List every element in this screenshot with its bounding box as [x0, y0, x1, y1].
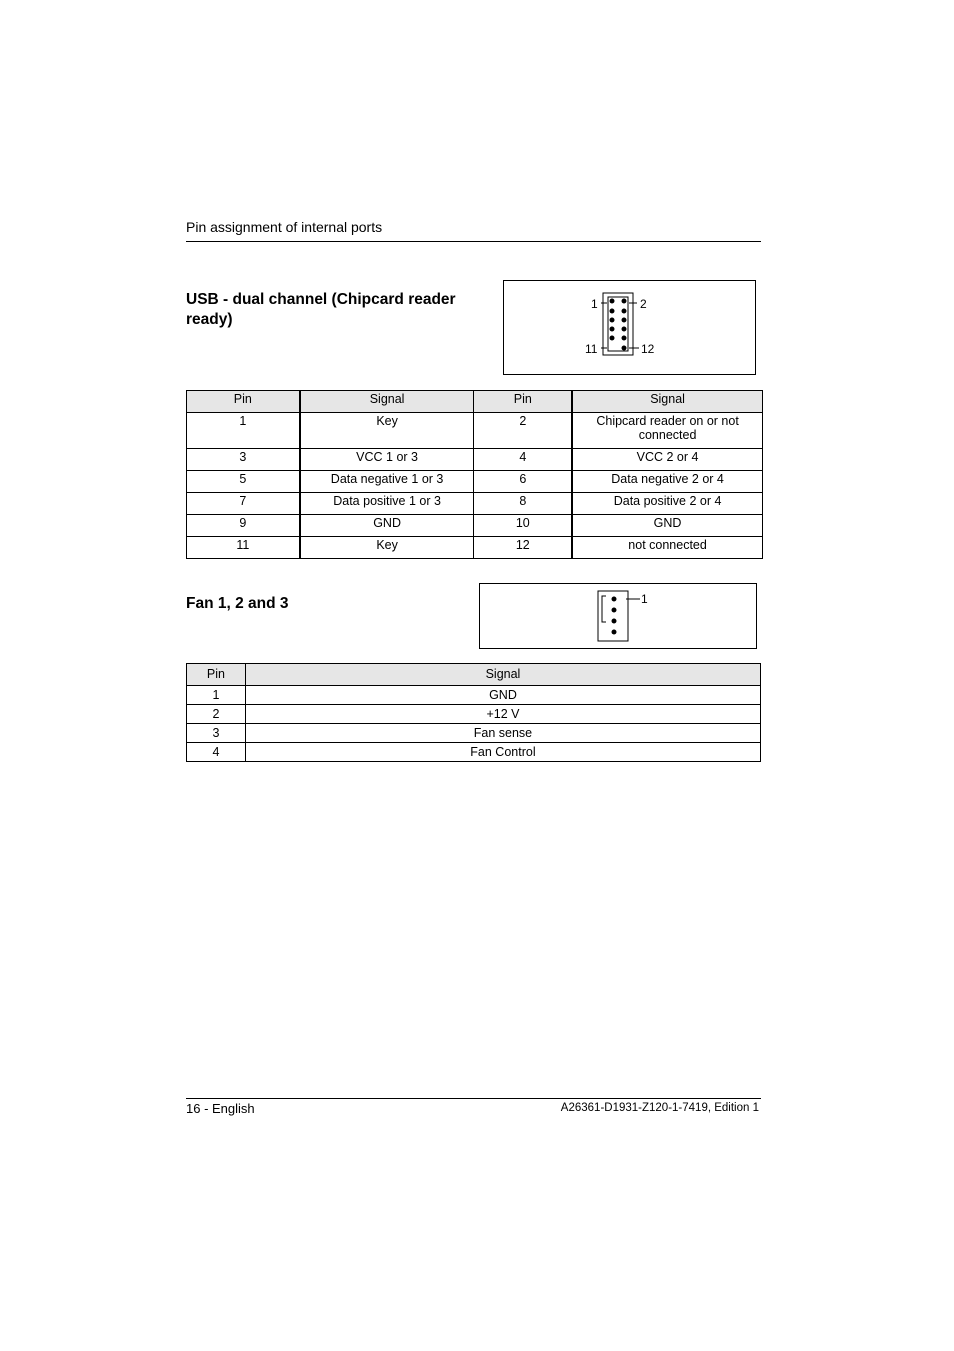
table-cell: 11 [187, 537, 300, 559]
table-cell: Chipcard reader on or not connected [572, 413, 762, 449]
pin-1 [610, 299, 615, 304]
table-cell: 4 [474, 449, 572, 471]
table-cell: 10 [474, 515, 572, 537]
table-cell: 2 [187, 705, 246, 724]
table-cell: Data positive 2 or 4 [572, 493, 762, 515]
usb-diagram-label-12: 12 [641, 342, 655, 356]
table-cell: not connected [572, 537, 762, 559]
table-row [187, 449, 763, 471]
usb-connector-diagram [503, 280, 756, 375]
header-divider [186, 241, 761, 242]
table-cell: 5 [187, 471, 300, 493]
table-cell: 7 [187, 493, 300, 515]
pin-10 [622, 336, 627, 341]
pin-12 [622, 346, 627, 351]
table-cell: Data negative 2 or 4 [572, 471, 762, 493]
document-id: A26361-D1931-Z120-1-7419, Edition 1 [560, 1102, 759, 1114]
table-header-row [187, 391, 763, 413]
usb-diagram-label-1: 1 [591, 297, 598, 311]
fan-section-heading: Fan 1, 2 and 3 [186, 595, 289, 612]
table-header-row [187, 664, 761, 686]
table-cell: 3 [187, 449, 300, 471]
pin-9 [610, 336, 615, 341]
pin-3 [610, 309, 615, 314]
column-header: Pin [187, 664, 246, 686]
table-cell: Data positive 1 or 3 [300, 493, 474, 515]
table-cell: 1 [187, 413, 300, 449]
usb-diagram-label-11: 11 [585, 342, 598, 356]
pin-2 [622, 299, 627, 304]
table-row [187, 413, 763, 449]
usb-diagram-label-2: 2 [640, 297, 647, 311]
fan-pin-4 [612, 630, 617, 635]
table-cell: Key [300, 537, 474, 559]
column-header: Signal [245, 664, 760, 686]
table-cell: VCC 2 or 4 [572, 449, 762, 471]
table-cell: 3 [187, 724, 246, 743]
footer-divider [186, 1098, 761, 1099]
fan-connector-diagram [479, 583, 757, 649]
table-cell: 2 [474, 413, 572, 449]
pin-7 [610, 327, 615, 332]
page-header-title: Pin assignment of internal ports [186, 219, 383, 235]
table-cell: Data negative 1 or 3 [300, 471, 474, 493]
table-cell: 8 [474, 493, 572, 515]
table-row [187, 537, 763, 559]
fan-connector-drawing [480, 584, 756, 648]
column-header: Signal [572, 391, 762, 413]
table-cell: VCC 1 or 3 [300, 449, 474, 471]
table-row [187, 686, 761, 705]
table-cell: GND [572, 515, 762, 537]
usb-pin-table [186, 390, 763, 559]
table-cell: 6 [474, 471, 572, 493]
pin-4 [622, 309, 627, 314]
table-cell: GND [300, 515, 474, 537]
fan-pin-table [186, 663, 761, 762]
fan-diagram-label-1: 1 [641, 592, 648, 606]
pin-5 [610, 318, 615, 323]
column-header: Pin [187, 391, 300, 413]
table-row [187, 705, 761, 724]
usb-connector-drawing [504, 281, 755, 374]
table-row [187, 515, 763, 537]
table-row [187, 743, 761, 762]
table-cell: 12 [474, 537, 572, 559]
table-cell: 1 [187, 686, 246, 705]
column-header: Signal [300, 391, 474, 413]
fan-pin-2 [612, 608, 617, 613]
page-number: 16 - English [186, 1101, 255, 1116]
usb-section-heading: USB - dual channel (Chipcard reader ready) [186, 291, 456, 328]
pin-8 [622, 327, 627, 332]
pin-6 [622, 318, 627, 323]
table-cell: GND [245, 686, 760, 705]
table-cell: 9 [187, 515, 300, 537]
table-row [187, 493, 763, 515]
table-cell: Fan Control [245, 743, 760, 762]
table-cell: +12 V [245, 705, 760, 724]
table-cell: Fan sense [245, 724, 760, 743]
table-row [187, 724, 761, 743]
fan-pin-1 [612, 597, 617, 602]
column-header: Pin [474, 391, 572, 413]
table-cell: 4 [187, 743, 246, 762]
table-row [187, 471, 763, 493]
fan-pin-3 [612, 619, 617, 624]
table-cell: Key [300, 413, 474, 449]
